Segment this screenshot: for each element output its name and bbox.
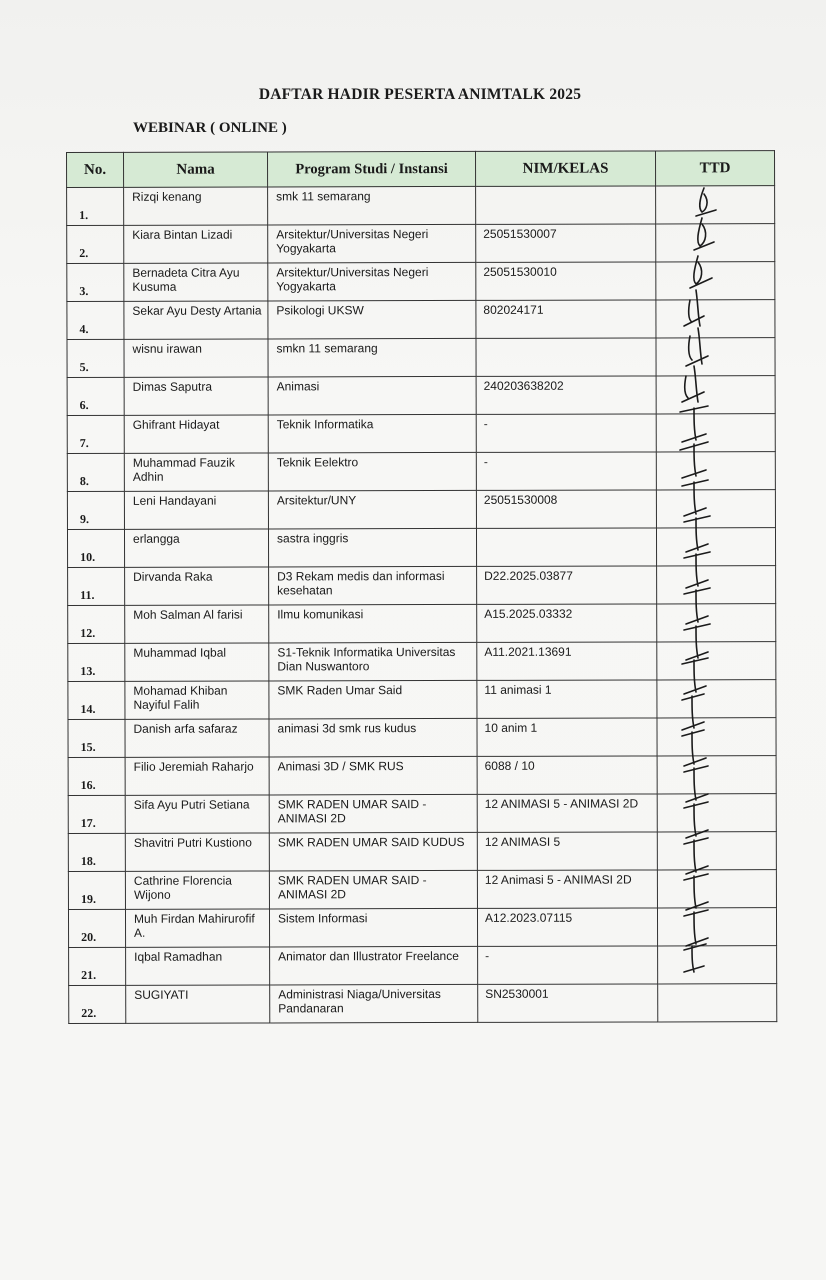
signature-cell: [656, 452, 775, 490]
participant-name: Kiara Bintan Lizadi: [124, 225, 268, 263]
participant-program: Animator dan Illustrator Freelance: [270, 946, 478, 985]
table-header-row: [67, 151, 775, 188]
row-number: 18.: [68, 833, 125, 871]
participant-name: Mohamad Khiban Nayiful Falih: [125, 681, 269, 719]
table-row: [67, 262, 775, 302]
row-number: 22.: [69, 985, 126, 1023]
row-number: 3.: [67, 263, 124, 301]
participant-nim: 10 anim 1: [477, 718, 657, 756]
signature-cell: [657, 642, 776, 680]
participant-program: D3 Rekam medis dan informasi kesehatan: [269, 566, 477, 605]
table-row: [68, 680, 776, 720]
table-row: [67, 528, 775, 568]
table-row: [67, 452, 775, 492]
signature-cell: [657, 680, 776, 718]
header-ttd: TTD: [655, 151, 774, 186]
signature-cell: [658, 946, 777, 984]
participant-program: Ilmu komunikasi: [269, 604, 477, 643]
header-no: No.: [67, 152, 124, 187]
participant-name: Danish arfa safaraz: [125, 719, 269, 757]
signature-cell: [656, 224, 775, 262]
row-number: 13.: [68, 643, 125, 681]
table-row: [68, 794, 776, 834]
participant-nim: [476, 528, 656, 566]
row-number: 8.: [67, 453, 124, 491]
participant-nim: -: [478, 946, 658, 984]
participant-name: Leni Handayani: [124, 491, 268, 529]
participant-program: SMK RADEN UMAR SAID - ANIMASI 2D: [269, 794, 477, 833]
table-row: [67, 300, 775, 340]
participant-program: smk 11 semarang: [268, 186, 476, 225]
participant-name: Dirvanda Raka: [125, 567, 269, 605]
participant-program: sastra inggris: [268, 528, 476, 567]
participant-nim: 12 Animasi 5 - ANIMASI 2D: [477, 870, 657, 908]
participant-program: animasi 3d smk rus kudus: [269, 718, 477, 757]
row-number: 17.: [68, 795, 125, 833]
participant-name: Dimas Saputra: [124, 377, 268, 415]
participant-program: S1-Teknik Informatika Universitas Dian Nuswantoro: [269, 642, 477, 681]
table-row: [68, 604, 776, 644]
document-title: DAFTAR HADIR PESERTA ANIMTALK 2025: [258, 86, 582, 103]
participant-name: wisnu irawan: [124, 339, 268, 377]
signature-cell: [657, 604, 776, 642]
table-row: [68, 870, 776, 910]
participant-program: Animasi: [268, 376, 476, 415]
participant-name: SUGIYATI: [126, 985, 270, 1023]
participant-nim: 25051530008: [476, 490, 656, 528]
participant-program: Arsitektur/Universitas Negeri Yogyakarta: [268, 224, 476, 263]
table-row: [67, 186, 775, 226]
header-program: Program Studi / Instansi: [268, 151, 476, 187]
signature-cell: [657, 870, 776, 908]
row-number: 9.: [67, 491, 124, 529]
table-row: [68, 566, 776, 606]
table-row: [68, 642, 776, 682]
table-row: [67, 490, 775, 530]
participant-name: Moh Salman Al farisi: [125, 605, 269, 643]
participant-program: smkn 11 semarang: [268, 338, 476, 377]
participant-nim: 6088 / 10: [477, 756, 657, 794]
participant-name: Shavitri Putri Kustiono: [125, 833, 269, 871]
participant-nim: 802024171: [476, 300, 656, 338]
attendance-table: [66, 150, 777, 1024]
participant-nim: SN2530001: [478, 984, 658, 1022]
table-row: [68, 756, 776, 796]
participant-program: SMK Raden Umar Said: [269, 680, 477, 719]
participant-name: Muhammad Iqbal: [125, 643, 269, 681]
participant-program: Sistem Informasi: [269, 908, 477, 947]
row-number: 15.: [68, 719, 125, 757]
signature-cell: [657, 718, 776, 756]
signature-cell: [656, 490, 775, 528]
table-row: [67, 338, 775, 378]
participant-name: erlangga: [124, 529, 268, 567]
header-name: Nama: [124, 152, 268, 187]
row-number: 4.: [67, 301, 124, 339]
participant-name: Iqbal Ramadhan: [126, 947, 270, 985]
signature-cell: [657, 756, 776, 794]
row-number: 20.: [68, 909, 125, 947]
signature-cell: [656, 376, 775, 414]
table-row: [68, 718, 776, 758]
participant-name: Sekar Ayu Desty Artania: [124, 301, 268, 339]
table-row: [68, 908, 776, 948]
row-number: 2.: [67, 225, 124, 263]
row-number: 7.: [67, 415, 124, 453]
participant-nim: 240203638202: [476, 376, 656, 414]
header-nim: NIM/KELAS: [475, 151, 655, 186]
signature-cell: [657, 908, 776, 946]
participant-program: Teknik Eelektro: [268, 452, 476, 491]
participant-nim: -: [476, 414, 656, 452]
signature-cell: [658, 984, 777, 1022]
signature-cell: [657, 794, 776, 832]
signature-cell: [656, 186, 775, 224]
row-number: 21.: [69, 947, 126, 985]
participant-nim: 12 ANIMASI 5: [477, 832, 657, 870]
participant-program: SMK RADEN UMAR SAID - ANIMASI 2D: [269, 870, 477, 909]
signature-cell: [656, 300, 775, 338]
participant-nim: D22.2025.03877: [477, 566, 657, 604]
row-number: 12.: [68, 605, 125, 643]
row-number: 1.: [67, 187, 124, 225]
row-number: 6.: [67, 377, 124, 415]
participant-nim: A12.2023.07115: [477, 908, 657, 946]
participant-nim: 25051530010: [476, 262, 656, 300]
signature-cell: [656, 262, 775, 300]
table-row: [69, 946, 777, 986]
participant-name: Filio Jeremiah Raharjo: [125, 757, 269, 795]
row-number: 10.: [67, 529, 124, 567]
participant-nim: A11.2021.13691: [477, 642, 657, 680]
participant-program: Psikologi UKSW: [268, 300, 476, 339]
participant-program: Teknik Informatika: [268, 414, 476, 453]
row-number: 14.: [68, 681, 125, 719]
signature-cell: [657, 566, 776, 604]
signature-cell: [656, 414, 775, 452]
participant-nim: A15.2025.03332: [477, 604, 657, 642]
table-row: [68, 832, 776, 872]
participant-nim: [476, 186, 656, 224]
participant-program: Arsitektur/Universitas Negeri Yogyakarta: [268, 262, 476, 301]
row-number: 16.: [68, 757, 125, 795]
table-row: [67, 376, 775, 416]
table-row: [69, 984, 777, 1024]
participant-nim: -: [476, 452, 656, 490]
row-number: 19.: [68, 871, 125, 909]
participant-nim: [476, 338, 656, 376]
participant-program: Administrasi Niaga/Universitas Pandanaran: [270, 984, 478, 1023]
participant-name: Ghifrant Hidayat: [124, 415, 268, 453]
table-row: [67, 224, 775, 264]
row-number: 11.: [68, 567, 125, 605]
participant-program: Animasi 3D / SMK RUS: [269, 756, 477, 795]
participant-nim: 12 ANIMASI 5 - ANIMASI 2D: [477, 794, 657, 832]
participant-nim: 11 animasi 1: [477, 680, 657, 718]
signature-cell: [657, 832, 776, 870]
participant-name: Bernadeta Citra Ayu Kusuma: [124, 263, 268, 301]
row-number: 5.: [67, 339, 124, 377]
participant-name: Sifa Ayu Putri Setiana: [125, 795, 269, 833]
participant-name: Muh Firdan Mahirurofif A.: [125, 909, 269, 947]
table-row: [67, 414, 775, 454]
participant-nim: 25051530007: [476, 224, 656, 262]
participant-name: Cathrine Florencia Wijono: [125, 871, 269, 909]
participant-program: Arsitektur/UNY: [268, 490, 476, 529]
document-subtitle: WEBINAR ( ONLINE ): [133, 120, 287, 136]
participant-name: Rizqi kenang: [124, 187, 268, 225]
signature-cell: [656, 338, 775, 376]
participant-name: Muhammad Fauzik Adhin: [124, 453, 268, 491]
participant-program: SMK RADEN UMAR SAID KUDUS: [269, 832, 477, 871]
signature-cell: [656, 528, 775, 566]
